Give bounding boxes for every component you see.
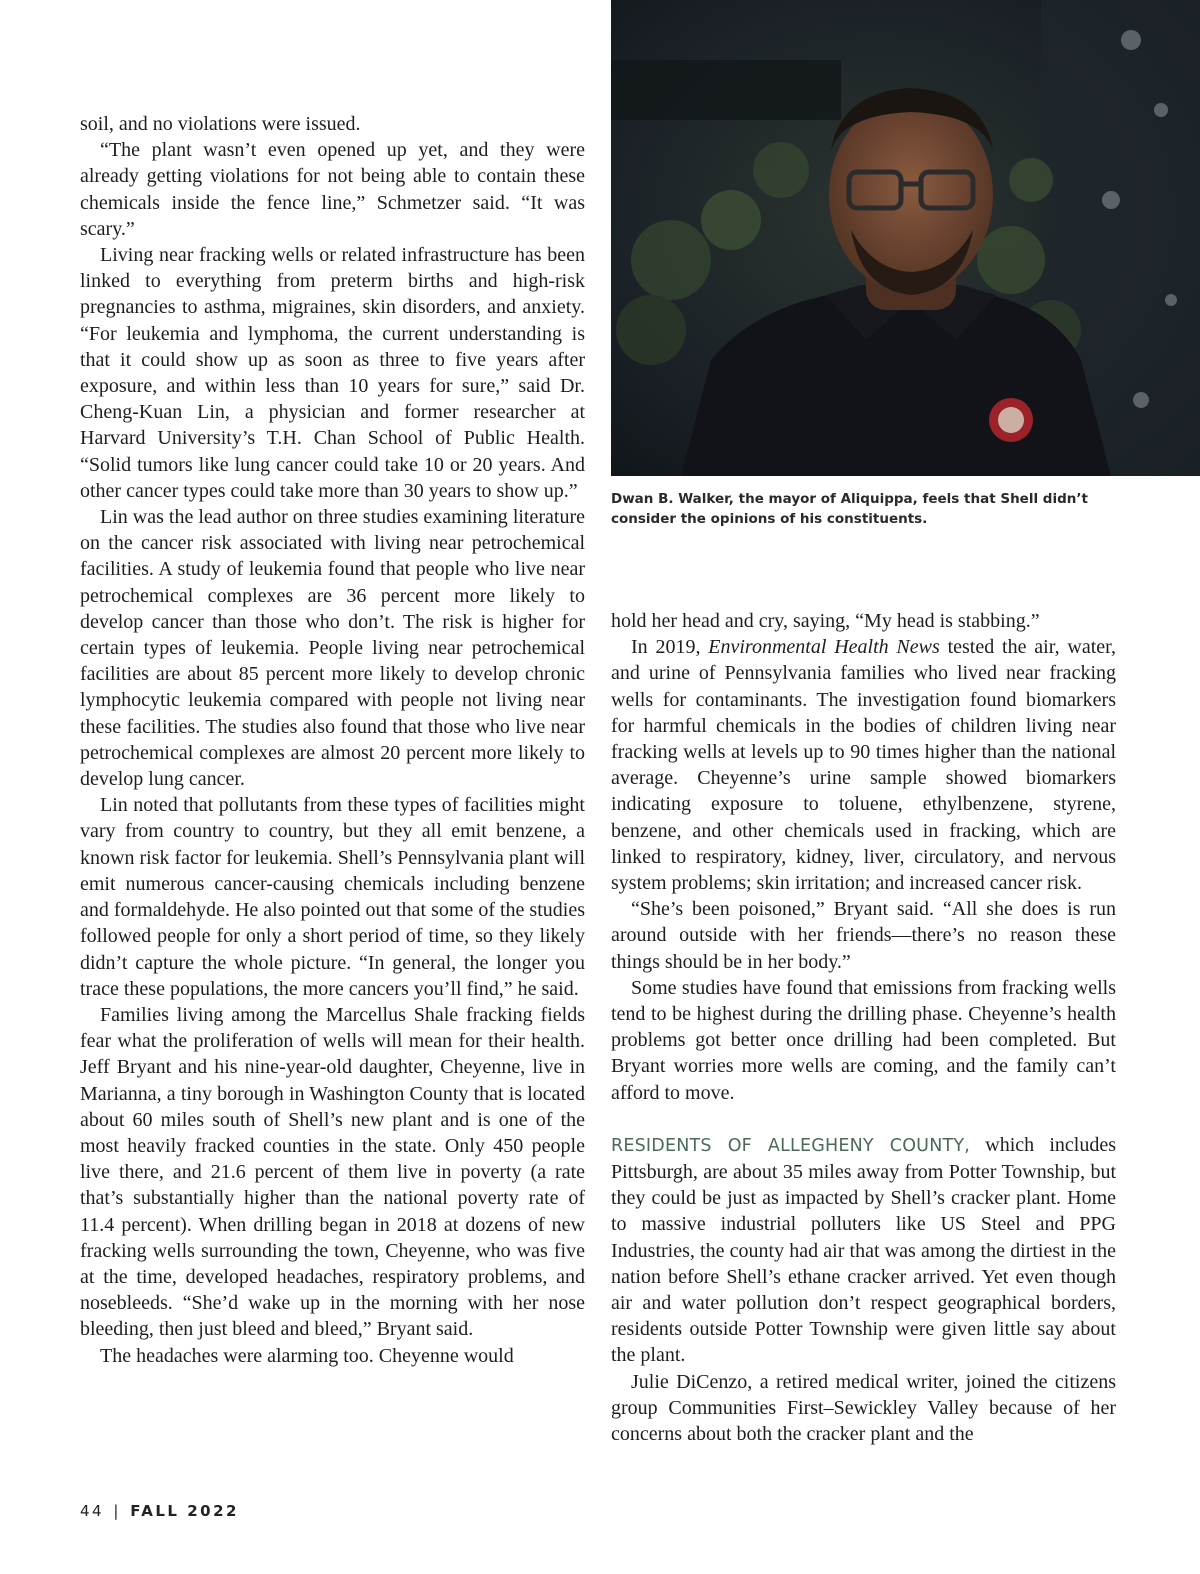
- paragraph: [611, 634, 1116, 896]
- portrait-photo: [611, 0, 1200, 476]
- paragraph: The headaches were alarming too. Cheyenne would: [100, 1344, 514, 1367]
- article-right-column: [611, 608, 1116, 1447]
- paragraph-text: tested the air, water, and urine of Pennsylvania families who lived near fracking wells for contaminants. The investigation found biomarkers for harmful chemicals in the bodies of children living near fracking wells at levels up to 90 times higher than the national average. Cheyenne’s urine sample showed biomarkers indicating exposure to toluene, ethylbenzene, styrene, benzene, and other chemicals used in fracking, which are linked to respiratory, kidney, liver, circulatory, and nervous system problems; skin irritation; and increased cancer risk.: [611, 636, 1116, 895]
- article-left-column: [80, 111, 585, 1369]
- section-lead-paragraph: [611, 1132, 1116, 1369]
- photo-caption: Dwan B. Walker, the mayor of Aliquippa, feels that Shell didn’t consider the opinions of his constituents.: [611, 491, 1088, 527]
- issue-label: FALL 2022: [130, 1502, 239, 1520]
- paragraph: Julie DiCenzo, a retired medical writer, joined the citizens group Communities First–Sewickley Valley because of her concerns about both the cracker plant and the: [611, 1370, 1116, 1446]
- paragraph-text: which includes Pittsburgh, are about 35 miles away from Potter Township, but they could be just as impacted by Shell’s cracker plant. Home to massive industrial polluters like US Steel and PPG Industries, the county had air that was among the dirtiest in the nation before Shell’s ethane cracker arrived. Yet even though air and water pollution don’t respect geographical borders, residents outside Potter Township were given little say about the plant.: [611, 1133, 1117, 1367]
- publication-title: Environmental Health News: [708, 636, 940, 659]
- page-number: 44: [80, 1502, 105, 1520]
- paragraph-text: In 2019,: [631, 636, 709, 659]
- paragraph: Living near fracking wells or related infrastructure has been linked to everything from preterm births and high-risk pregnancies to asthma, migraines, skin disorders, and anxiety. “For leukemia and lymphoma, the current understanding is that it could show up as soon as three to five years after exposure, and within less than 10 years for sure,” said Dr. Cheng-Kuan Lin, a physician and former researcher at Harvard University’s T.H. Chan School of Public Health. “Solid tumors like lung cancer could take 10 or 20 years. And other cancer types could take more than 30 years to show up.”: [80, 244, 585, 502]
- paragraph: Some studies have found that emissions from fracking wells tend to be highest during the drilling phase. Cheyenne’s health problems got better once drilling had been completed. But Bryant worries more wells are coming, and the family can’t afford to move.: [611, 976, 1116, 1104]
- section-lead-in: RESIDENTS OF ALLEGHENY COUNTY,: [611, 1135, 971, 1156]
- paragraph: soil, and no violations were issued.: [80, 113, 361, 135]
- paragraph: hold her head and cry, saying, “My head is stabbing.”: [611, 610, 1040, 632]
- page-folio: [80, 1502, 239, 1520]
- paragraph: Families living among the Marcellus Shale fracking fields fear what the proliferation of wells will mean for their health. Jeff Bryant and his nine-year-old daughter, Cheyenne, live in Marianna, a tiny borough in Washington County that is located about 60 miles south of Shell’s new plant and is one of the most heavily fracked counties in the state. Only 450 people live there, and 21.6 percent of them live in poverty (a rate that’s substantially higher than the national poverty rate of 11.4 percent). When drilling began in 2018 at dozens of new fracking wells surrounding the town, Cheyenne, who was five at the time, developed headaches, respiratory problems, and nosebleeds. “She’d wake up in the morning with her nose bleeding, then just bleed and bleed,” Bryant said.: [80, 1003, 585, 1341]
- folio-separator: |: [113, 1502, 121, 1520]
- paragraph: Lin was the lead author on three studies examining literature on the cancer risk associated with living near petrochemical facilities. A study of leukemia found that people who live near petrochemical complexes are 36 percent more likely to develop cancer than those who don’t. The risk is higher for certain types of leukemia. People living near petrochemical facilities are about 85 percent more likely to develop chronic lymphocytic leukemia compared with people not living near these facilities. The studies also found that those who live near petrochemical complexes are almost 20 percent more likely to develop lung cancer.: [80, 506, 585, 791]
- paragraph: “She’s been poisoned,” Bryant said. “All she does is run around outside with her friends—there’s no reason these things should be in her body.”: [611, 898, 1116, 973]
- paragraph: Lin noted that pollutants from these types of facilities might vary from country to country, but they all emit benzene, a known risk factor for leukemia. Shell’s Pennsylvania plant will emit numerous cancer-causing chemicals including benzene and formaldehyde. He also pointed out that some of the studies followed people for only a short period of time, so they likely didn’t capture the whole picture. “In general, the longer you trace these populations, the more cancers you’ll find,” he said.: [80, 794, 585, 1000]
- paragraph: “The plant wasn’t even opened up yet, and they were already getting violations for not being able to contain these chemicals inside the fence line,” Schmetzer said. “It was scary.”: [80, 139, 585, 240]
